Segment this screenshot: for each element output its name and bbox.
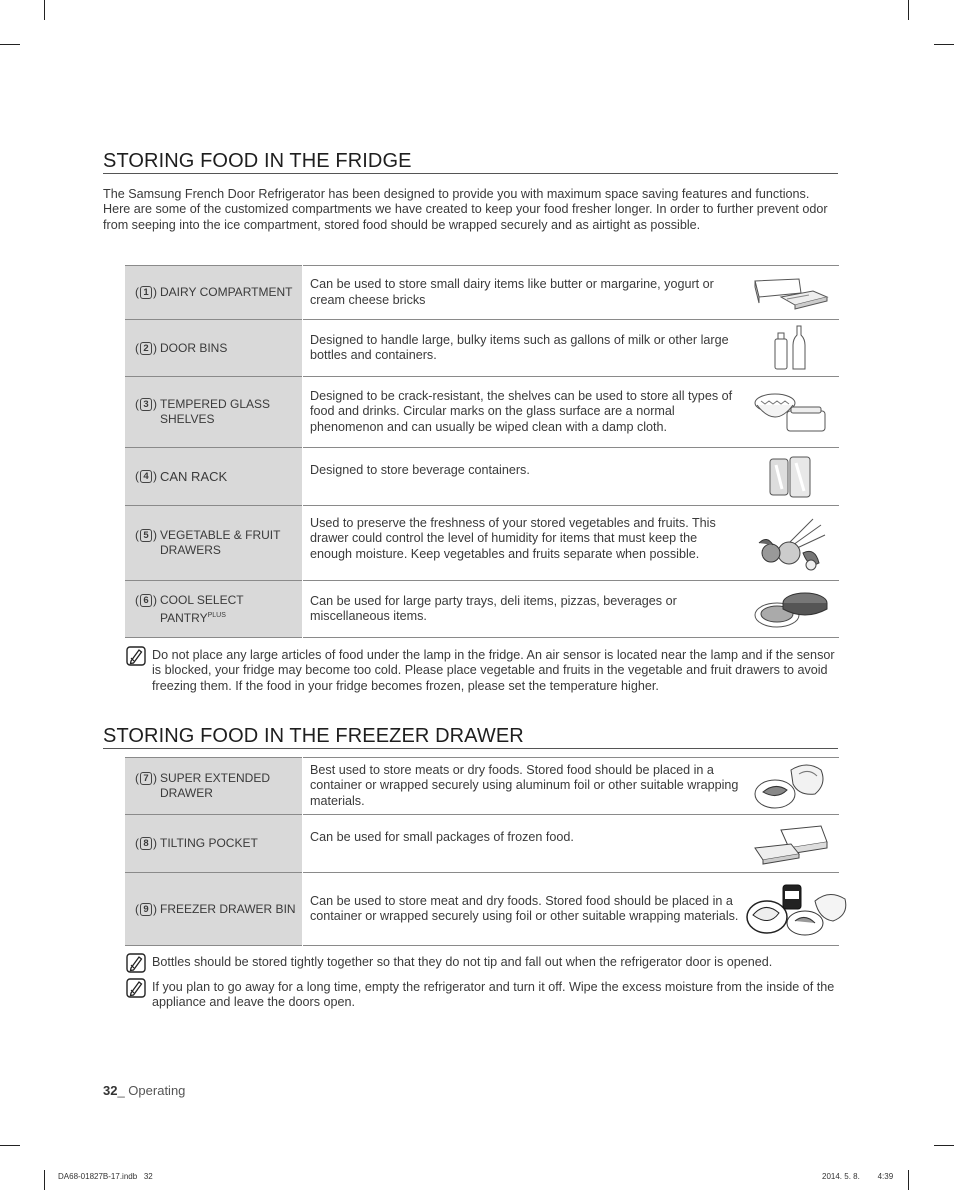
table-row	[125, 506, 839, 581]
crop-mark	[934, 1145, 954, 1146]
note-text: Do not place any large articles of food under the lamp in the fridge. An air sensor is located near the lamp and if the sensor is blocked, your fridge may become too cold. Please place vegetable and fruits in the vegetable and fruit drawers to avoid freezing them. If the food in your fridge becomes frozen, please set the temperature higher.	[152, 648, 835, 693]
fridge-intro-text: The Samsung French Door Refrigerator has been designed to provide you with maximum space saving features and functions. Here are some of the customized compartments we have created to keep your food fresher longer. In order to further prevent odor from seeping into the ice compartment, stored food should be wrapped securely and as airtight as possible.	[103, 187, 828, 232]
table-row	[125, 873, 839, 946]
meat-plate-icon	[743, 758, 839, 815]
row-label: ( 6 ) COOL SELECT $PANTRY^{PLUS}$	[125, 581, 303, 638]
row-label: ( 7 ) SUPER EXTENDED DRAWER	[125, 758, 303, 815]
row-label: ( 3 ) TEMPERED GLASS SHELVES	[125, 377, 303, 448]
table-row	[125, 448, 839, 506]
row-description: Can be used for small packages of frozen food.	[310, 830, 574, 844]
row-label: ( 5 ) VEGETABLE & FRUIT DRAWERS	[125, 506, 303, 581]
bottles-icon	[743, 320, 839, 377]
crop-mark	[44, 1170, 45, 1190]
print-date-info: 2014. 5. 8. 4:39	[822, 1172, 894, 1181]
page-footer	[103, 1083, 185, 1098]
table-row	[125, 815, 839, 873]
meat-and-jar-icon	[743, 873, 839, 946]
row-description: Can be used for large party trays, deli items, pizzas, beverages or miscellaneous items.	[310, 593, 677, 623]
note-vacation	[126, 980, 841, 1011]
food-containers-icon	[743, 377, 839, 448]
row-description: Can be used to store small dairy items like butter or margarine, yogurt or cream cheese bricks	[310, 277, 714, 307]
party-tray-icon	[743, 581, 839, 638]
row-description: Designed to store beverage containers.	[310, 463, 530, 477]
row-label: ( 2 ) DOOR BINS	[125, 320, 303, 377]
note-text: If you plan to go away for a long time, empty the refrigerator and turn it off. Wipe the excess moisture from the inside of the appliance and leave the doors open.	[152, 980, 835, 1010]
table-row	[125, 266, 839, 320]
crop-mark	[934, 44, 954, 45]
crop-mark	[0, 44, 20, 45]
note-text: Bottles should be stored tightly together so that they do not tip and fall out when the refrigerator door is opened.	[152, 955, 773, 969]
row-description: Best used to store meats or dry foods. Stored food should be placed in a container or wrapped securely using aluminum foil or other suitable wrapping materials.	[310, 763, 739, 808]
row-label: ( 9 ) FREEZER DRAWER BIN	[125, 873, 303, 946]
footer-section-name: _ Operating	[117, 1083, 186, 1098]
fridge-section-title: STORING FOOD IN THE FRIDGE	[103, 150, 838, 174]
note-icon	[126, 646, 146, 666]
vegetables-icon	[743, 506, 839, 581]
crop-mark	[908, 0, 909, 20]
table-row	[125, 320, 839, 377]
row-description: Designed to be crack-resistant, the shelves can be used to store all types of food and drinks. Circular marks on the glass surface are a normal phenomenon and can usually be wiped clean with a damp cloth.	[310, 389, 733, 434]
table-row	[125, 377, 839, 448]
note-lamp-warning	[126, 648, 841, 694]
crop-mark	[44, 0, 45, 20]
table-row	[125, 758, 839, 815]
freezer-section-title: STORING FOOD IN THE FREEZER DRAWER	[103, 725, 838, 749]
row-description: Designed to handle large, bulky items such as gallons of milk or other large bottles and containers.	[310, 332, 729, 362]
butter-dish-icon	[743, 266, 839, 320]
crop-mark	[908, 1170, 909, 1190]
page-number: 32	[103, 1083, 118, 1098]
row-label: ( 4 ) CAN RACK	[125, 448, 303, 506]
crop-mark	[0, 1145, 20, 1146]
freezer-compartments-table	[125, 757, 839, 946]
table-row	[125, 581, 839, 638]
note-icon	[126, 953, 146, 973]
row-label: ( 8 ) TILTING POCKET	[125, 815, 303, 873]
note-icon	[126, 978, 146, 998]
note-bottles	[126, 955, 841, 973]
frozen-package-icon	[743, 815, 839, 873]
row-description: Used to preserve the freshness of your stored vegetables and fruits. This drawer could control the level of humidity for items that must keep the enough moisture. Keep vegetables and fruits separate when possible.	[310, 516, 716, 561]
row-label: ( 1 ) DAIRY COMPARTMENT	[125, 266, 303, 320]
cans-icon	[743, 448, 839, 506]
row-description: Can be used to store meat and dry foods. Stored food should be placed in a container or wrapped securely using foil or other suitable wrapping materials.	[310, 893, 739, 923]
print-file-info: DA68-01827B-17.indb 32	[58, 1172, 153, 1181]
fridge-compartments-table	[125, 265, 839, 638]
